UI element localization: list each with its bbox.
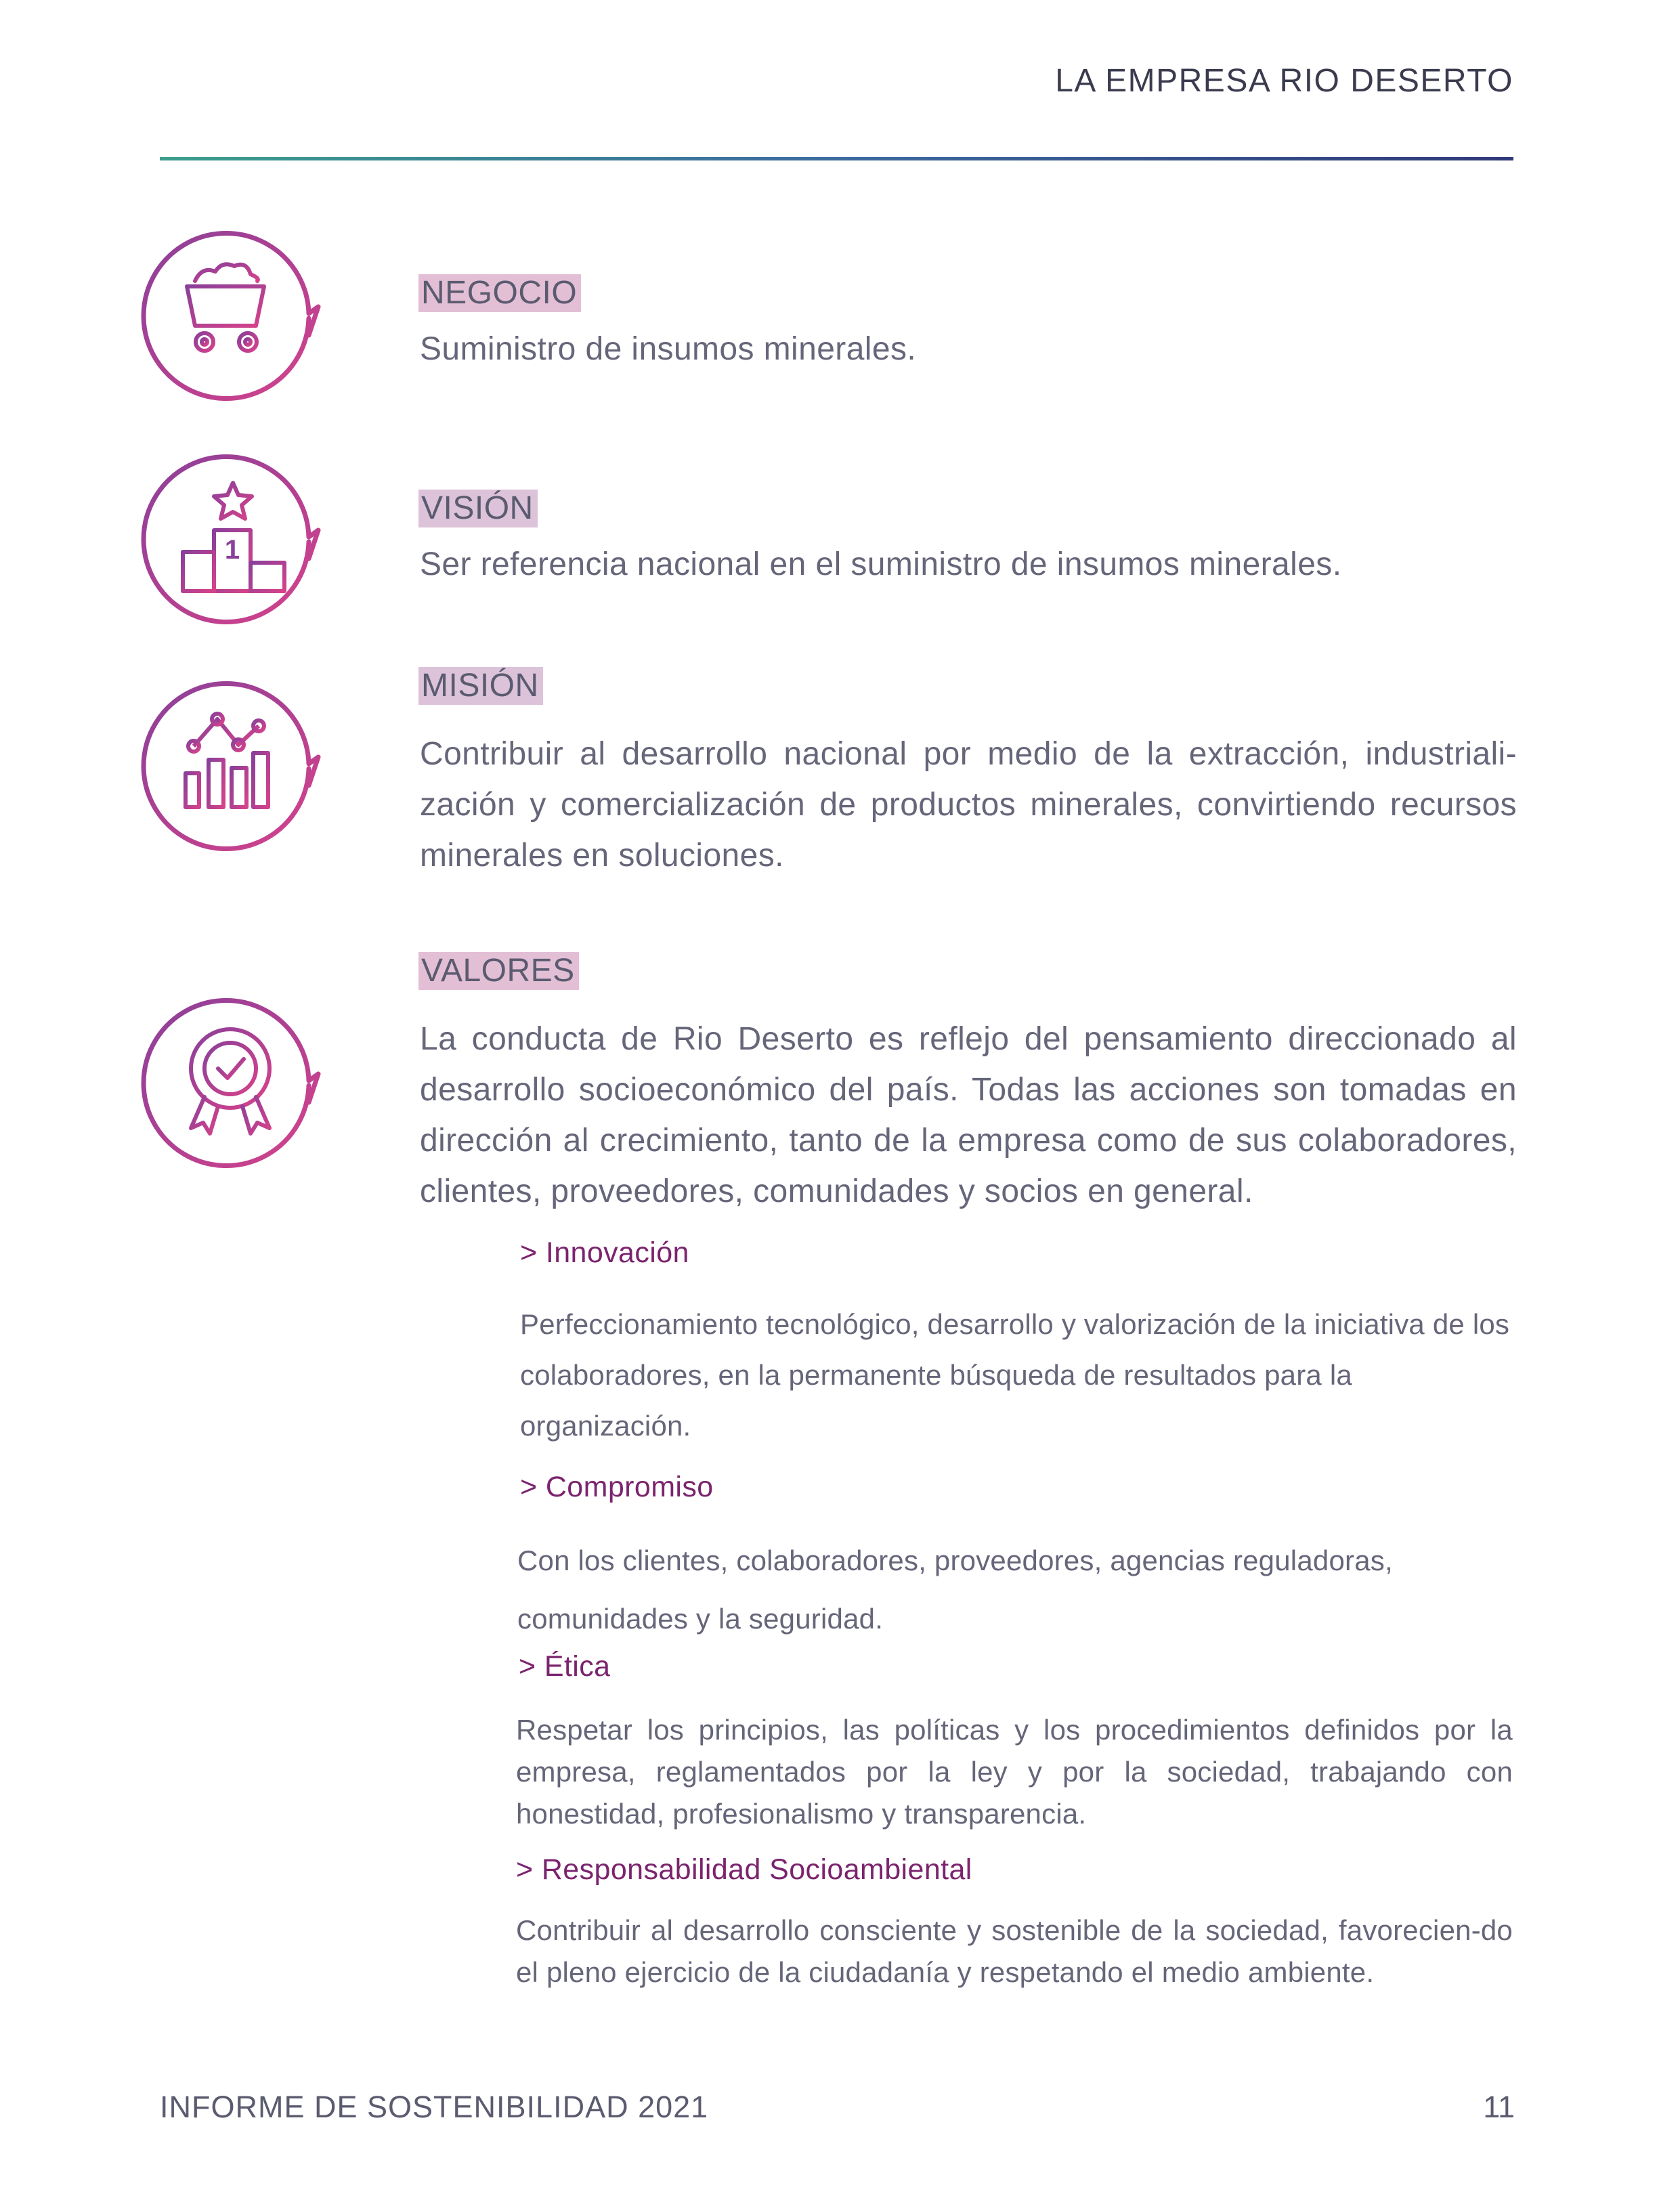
value-desc-compromiso: Con los clientes, colaboradores, proveedores, agencias reguladoras, comunidades y la seguridad. bbox=[517, 1545, 1393, 1635]
value-desc-responsabilidad: Contribuir al desarrollo consciente y sostenible de la sociedad, favorecien-do el pleno ejercicio de la ciudadanía y respetando el medio ambiente. bbox=[516, 1914, 1513, 1988]
section-label-mision: MISIÓN bbox=[418, 667, 543, 705]
value-title-innovacion: > Innovación bbox=[520, 1236, 689, 1269]
section-text-valores: La conducta de Rio Deserto es reflejo del pensamiento direccionado al desarrollo socioeconómico del país. Todas las acciones son tomadas en dirección al crecimiento, tanto de la empresa como de sus colaboradores, clientes, proveedores, comunidades y socios en general. bbox=[420, 1021, 1517, 1209]
value-title-responsabilidad: > Responsabilidad Socioambiental bbox=[516, 1853, 972, 1886]
footer-report-title: INFORME DE SOSTENIBILIDAD 2021 bbox=[160, 2090, 709, 2124]
mine-cart-icon bbox=[139, 227, 336, 410]
section-text-vision: Ser referencia nacional en el suministro de insumos minerales. bbox=[420, 546, 1342, 582]
award-badge-icon bbox=[139, 994, 336, 1177]
value-title-compromiso: > Compromiso bbox=[520, 1471, 714, 1503]
value-desc-innovacion: Perfeccionamiento tecnológico, desarrollo y valorización de la iniciativa de los colaboradores, en la permanente búsqueda de resultados para la organización. bbox=[520, 1308, 1510, 1442]
podium-number: 1 bbox=[224, 535, 240, 565]
header-title: LA EMPRESA RIO DESERTO bbox=[1055, 63, 1513, 99]
growth-chart-icon bbox=[139, 677, 336, 860]
podium-star-icon bbox=[139, 450, 336, 633]
value-desc-etica: Respetar los principios, las políticas y los procedimientos definidos por la empresa, reglamentados por la ley y por la sociedad, trabajando con honestidad, profesionalismo y transparencia. bbox=[516, 1714, 1513, 1830]
section-label-valores: VALORES bbox=[418, 952, 579, 990]
section-label-negocio: NEGOCIO bbox=[418, 274, 581, 312]
header-divider bbox=[160, 157, 1513, 160]
value-title-etica: > Ética bbox=[519, 1650, 611, 1683]
page-number: 11 bbox=[1483, 2090, 1515, 2124]
section-text-negocio: Suministro de insumos minerales. bbox=[420, 331, 917, 367]
section-label-vision: VISIÓN bbox=[418, 490, 538, 527]
section-text-mision: Contribuir al desarrollo nacional por medio de la extracción, industriali-zación y comercialización de productos minerales, convirtiendo recursos minerales en soluciones. bbox=[420, 736, 1517, 873]
